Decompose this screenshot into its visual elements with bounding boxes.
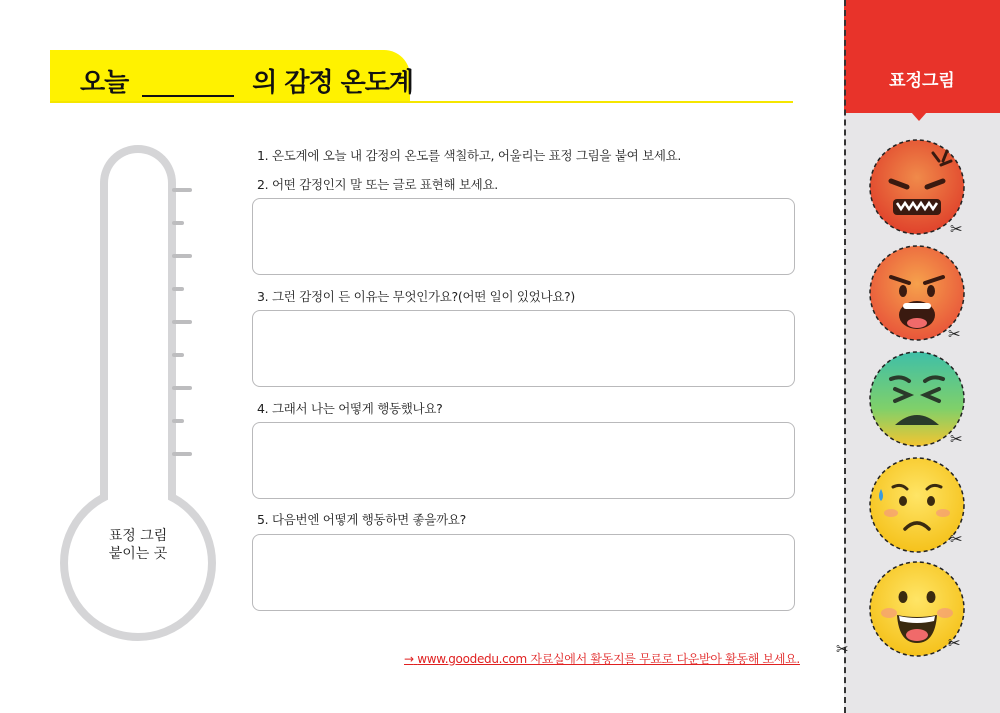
title-blank-line[interactable] [142,95,234,97]
thermometer-tick [172,452,192,456]
thermometer-tick [172,287,184,291]
thermometer-tick [172,419,184,423]
sticker-panel-header [844,0,1000,113]
answer-box-3[interactable] [252,310,795,387]
thermometer-tick [172,221,184,225]
question-3: 3. 그런 감정이 든 이유는 무엇인가요?(어떤 일이 있었나요?) [257,289,575,304]
bulb-label-line1: 표정 그림 [108,528,168,544]
answer-box-2[interactable] [252,198,795,275]
question-1: 1. 온도계에 오늘 내 감정의 온도를 색칠하고, 어울리는 표정 그림을 붙여 보세요. [257,148,682,163]
header-pointer-icon [911,112,927,121]
question-4: 4. 그래서 나는 어떻게 행동했나요? [257,401,443,416]
download-link-text[interactable]: www.goodedu.com 자료실에서 활동지를 무료로 다운받아 활동해 보세요. [417,652,800,666]
scissor-icon: ✂ [836,640,849,658]
sticker-panel-title: 표정그림 [889,71,955,91]
thermometer [60,140,220,620]
answer-box-5[interactable] [252,534,795,611]
bulb-label-line2: 붙이는 곳 [108,546,168,562]
question-2: 2. 어떤 감정인지 말 또는 글로 표현해 보세요. [257,177,498,192]
title-prefix: 오늘 [80,68,129,98]
thermometer-tick [172,188,192,192]
scissor-icon: ✂ [948,634,961,652]
thermometer-tick [172,353,184,357]
arrow-icon: → [404,652,414,666]
answer-box-4[interactable] [252,422,795,499]
scissor-icon: ✂ [950,430,963,448]
thermometer-tick [172,386,192,390]
thermometer-tick [172,320,192,324]
download-link[interactable] [404,650,800,667]
thermometer-tick [172,254,192,258]
bulb-label [60,527,216,563]
scissor-icon: ✂ [950,220,963,238]
title-suffix: 의 감정 온도계 [252,68,414,98]
page-title [80,62,413,99]
cut-line [844,0,846,713]
title-underline [50,101,793,103]
scissor-icon: ✂ [950,530,963,548]
question-5: 5. 다음번엔 어떻게 행동하면 좋을까요? [257,512,466,527]
scissor-icon: ✂ [948,325,961,343]
